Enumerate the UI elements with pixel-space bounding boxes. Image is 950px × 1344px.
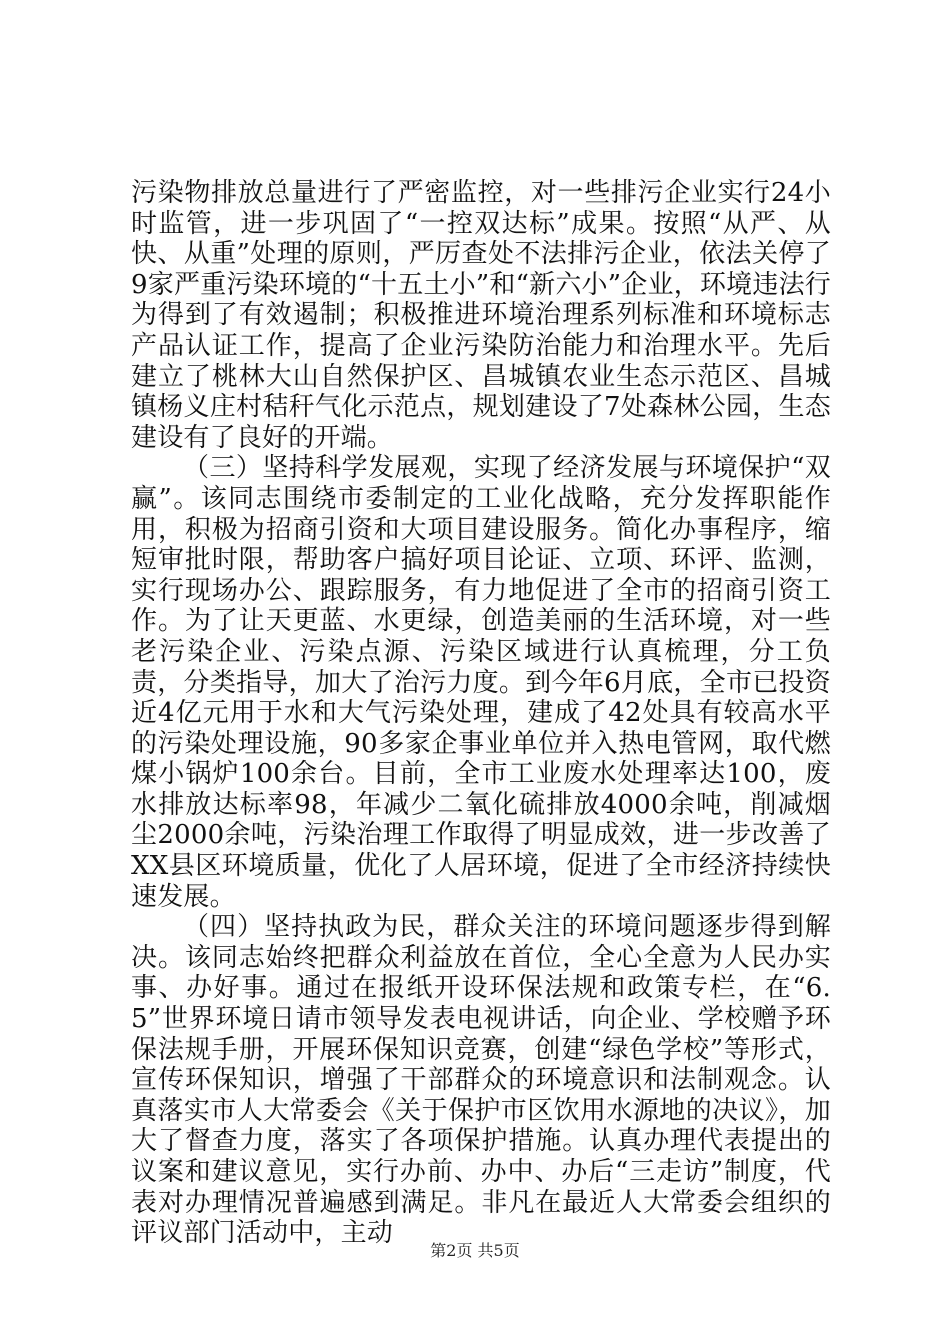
paragraph-section-three: （三）坚持科学发展观，实现了经济发展与环境保护“双赢”。该同志围绕市委制定的工业化战略，充分发挥职能作用，积极为招商引资和大项目建设服务。简化办事程序，缩短审批时限，帮助客户搞好项目论证、立项、环评、监测，实行现场办公、跟踪服务，有力地促进了全市的招商引资工作。为了让天更蓝、水更绿，创造美丽的生活环境，对一些老污染企业、污染点源、污染区域进行认真梳理，分工负责，分类指导，加大了治污力度。到今年6月底，全市已投资近4亿元用于水和大气污染处理，建成了42处具有较高水平的污染处理设施，90多家企事业单位并入热电管网，取代燃煤小锅炉100余台。目前，全市工业废水处理率达100，废水排放达标率98，年减少二氧化硫排放4000余吨，削减烟尘2000余吨，污染治理工作取得了明显成效，进一步改善了XX县区环境质量，优化了人居环境，促进了全市经济持续快速发展。 bbox=[131, 453, 831, 912]
page-footer bbox=[0, 1241, 950, 1261]
page-number-label: 第2页 共5页 bbox=[430, 1241, 520, 1260]
paragraph-section-four: （四）坚持执政为民，群众关注的环境问题逐步得到解决。该同志始终把群众利益放在首位，全心全意为人民办实事、办好事。通过在报纸开设环保法规和政策专栏，在“6.5”世界环境日请市领导发表电视讲话，向企业、学校赠予环保法规手册，开展环保知识竞赛，创建“绿色学校”等形式，宣传环保知识，增强了干部群众的环境意识和法制观念。认真落实市人大常委会《关于保护市区饮用水源地的决议》，加大了督查力度，落实了各项保护措施。认真办理代表提出的议案和建议意见，实行办前、办中、办后“三走访”制度，代表对办理情况普遍感到满足。非凡在最近人大常委会组织的评议部门活动中，主动 bbox=[131, 912, 831, 1249]
paragraph-continuation: 污染物排放总量进行了严密监控，对一些排污企业实行24小时监管，进一步巩固了“一控双达标”成果。按照“从严、从快、从重”处理的原则，严厉查处不法排污企业，依法关停了9家严重污染环境的“十五土小”和“新六小”企业，环境违法行为得到了有效遏制；积极推进环境治理系列标准和环境标志产品认证工作，提高了企业污染防治能力和治理水平。先后建立了桃林大山自然保护区、昌城镇农业生态示范区、昌城镇杨义庄村秸秆气化示范点，规划建设了7处森林公园，生态建设有了良好的开端。 bbox=[131, 178, 831, 453]
document-body bbox=[131, 178, 831, 1249]
